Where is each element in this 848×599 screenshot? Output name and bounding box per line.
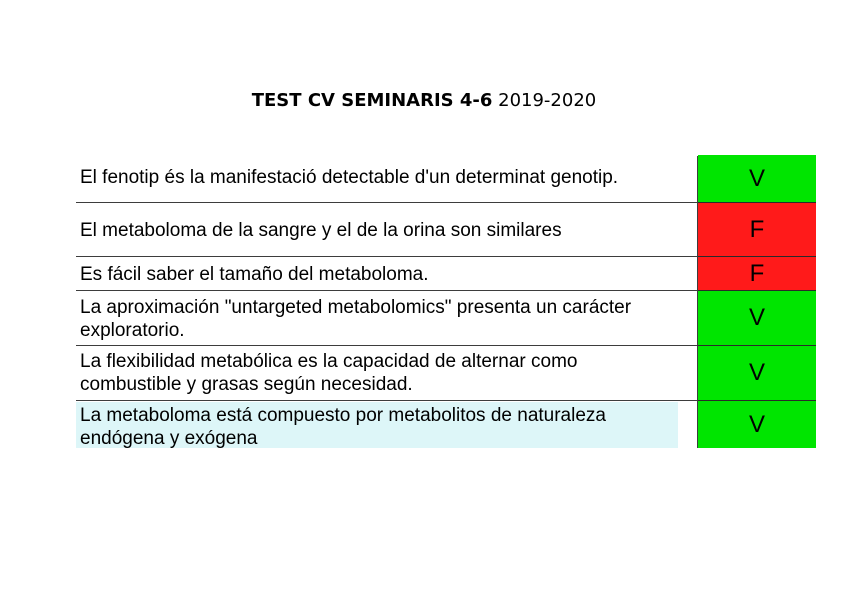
question-4: La aproximación "untargeted metabolomics" presenta un carácter exploratorio.	[80, 297, 632, 341]
answer-divider	[698, 256, 816, 257]
row-divider	[76, 202, 698, 203]
answer-divider	[698, 345, 816, 346]
answer-cell-6: V	[698, 401, 816, 448]
question-5: La flexibilidad metabólica es la capacidad de alternar como combustible y grasas según necesidad.	[80, 351, 578, 395]
answer-cell-5: V	[698, 346, 816, 400]
answer-divider	[698, 290, 816, 291]
answer-cell-3: F	[698, 257, 816, 290]
row-divider	[76, 400, 698, 401]
answer-cell-1: V	[698, 155, 816, 202]
answer-divider	[698, 400, 816, 401]
title-year: 2019-2020	[492, 90, 597, 111]
answer-cell-4: V	[698, 291, 816, 345]
question-3: Es fácil saber el tamaño del metaboloma.	[80, 264, 429, 285]
question-2: El metaboloma de la sangre y el de la orina son similares	[80, 220, 562, 241]
title-bold: TEST CV SEMINARIS 4-6	[251, 90, 493, 111]
row-divider	[76, 345, 698, 346]
row-divider	[76, 256, 698, 257]
question-1: El fenotip és la manifestació detectable d'un determinat genotip.	[80, 167, 619, 188]
question-6: La metaboloma está compuesto por metabolitos de naturaleza endógena y exógena	[80, 405, 606, 448]
row-divider	[76, 290, 698, 291]
answer-divider	[698, 202, 816, 203]
answer-cell-2: F	[698, 203, 816, 256]
